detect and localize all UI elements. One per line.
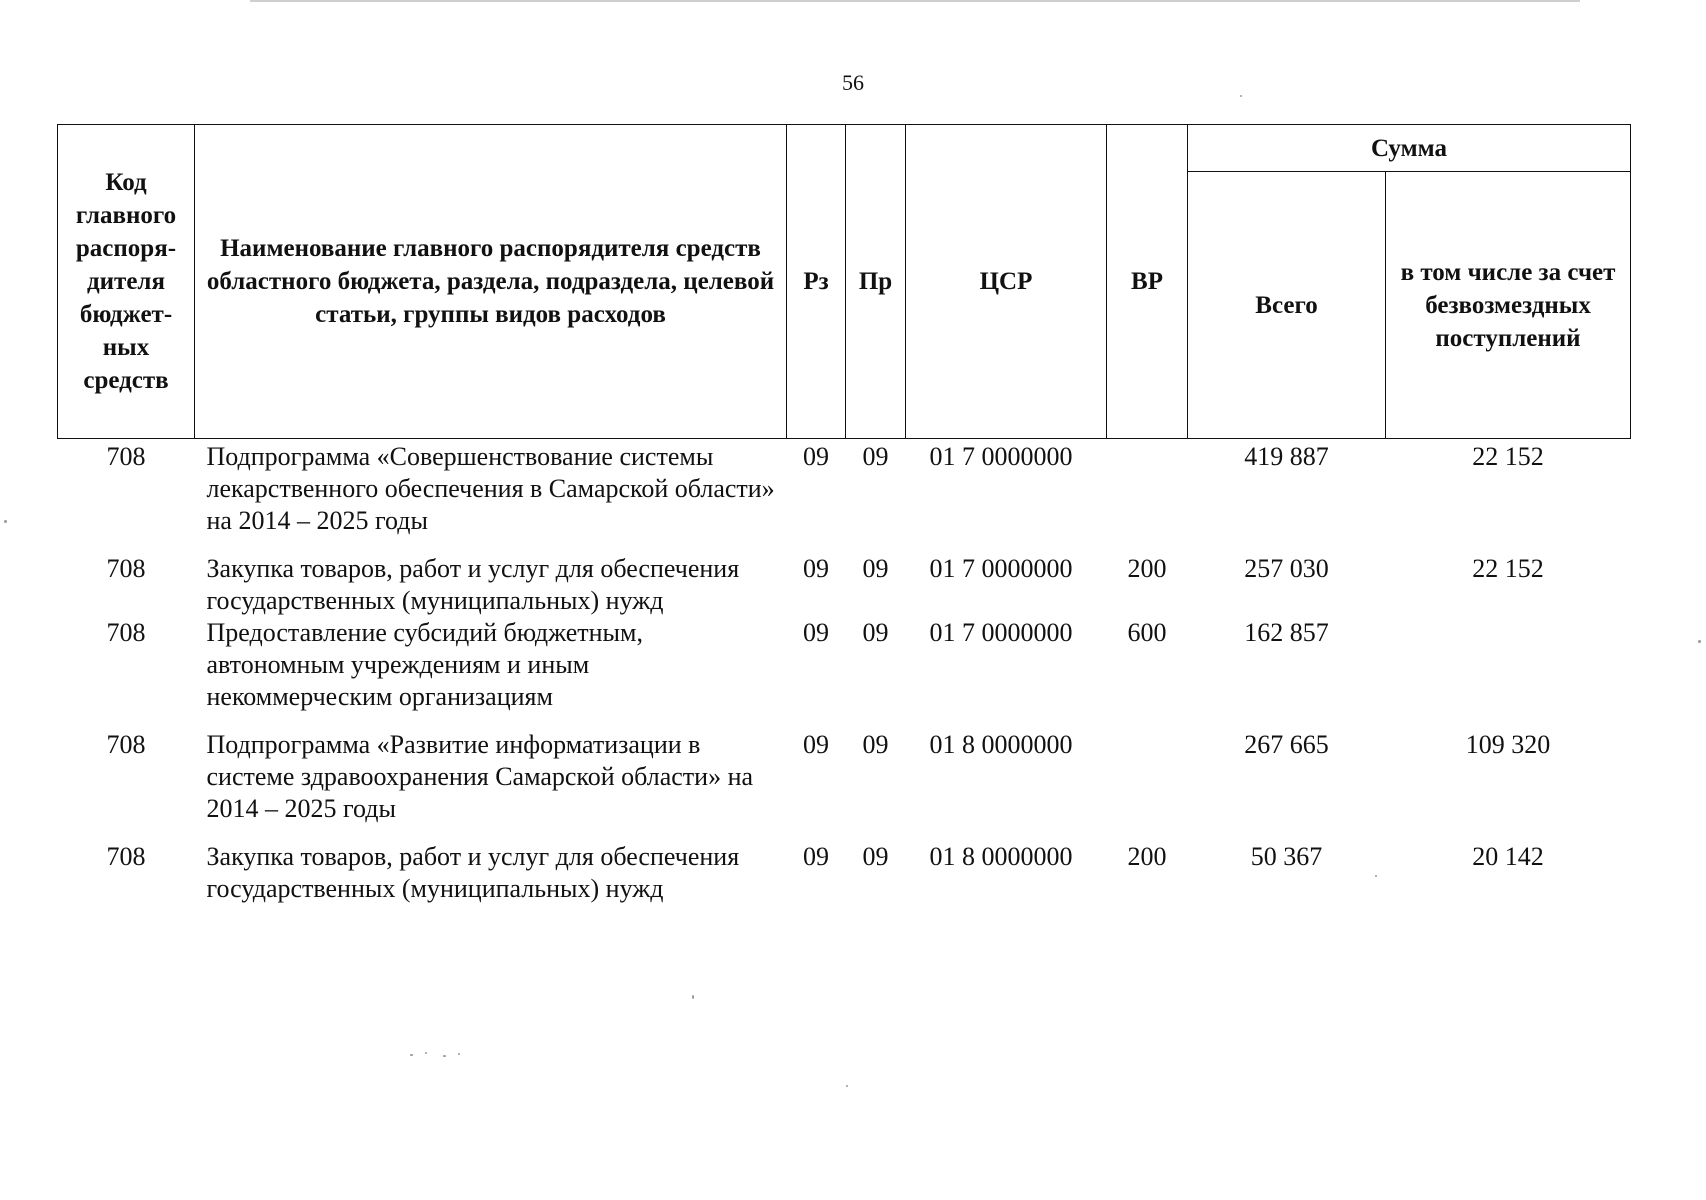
cell-total: 162 857 bbox=[1244, 618, 1329, 647]
cell-rz: 09 bbox=[803, 618, 829, 647]
scan-speck bbox=[425, 1052, 427, 1054]
header-total: Всего bbox=[1188, 172, 1386, 439]
cell-csr: 01 8 0000000 bbox=[929, 730, 1073, 759]
scan-speck bbox=[1375, 875, 1377, 877]
cell-grant: 109 320 bbox=[1465, 730, 1551, 759]
cell-vr: 200 bbox=[1127, 554, 1167, 583]
scan-speck bbox=[410, 1054, 413, 1056]
cell-total: 50 367 bbox=[1250, 842, 1323, 871]
header-grant: в том числе за счет безвозмездных поступлений bbox=[1386, 172, 1631, 439]
cell-name: Закупка товаров, работ и услуг для обеспечения государственных (муниципальных) нужд bbox=[206, 554, 740, 615]
cell-total: 267 665 bbox=[1244, 730, 1329, 759]
cell-name: Предоставление субсидий бюджетным, автономным учреждениям и иным некоммерческим организациям bbox=[206, 618, 643, 711]
cell-rz: 09 bbox=[803, 842, 829, 871]
cell-vr bbox=[1107, 729, 1188, 841]
cell-grant: 20 142 bbox=[1472, 842, 1544, 871]
scan-speck bbox=[846, 1085, 848, 1087]
page-number: 56 bbox=[842, 70, 864, 95]
cell-name: Подпрограмма «Совершенствование системы лекарственного обеспечения в Самарской области» на 2014 – 2025 годы bbox=[206, 442, 775, 535]
header-code: Код главного распоря-дителя бюджет-ных средств bbox=[58, 125, 195, 439]
table-row bbox=[58, 553, 1631, 617]
header-sum: Сумма bbox=[1188, 125, 1631, 172]
scan-speck bbox=[1698, 640, 1701, 643]
cell-csr: 01 8 0000000 bbox=[929, 842, 1073, 871]
cell-code: 708 bbox=[106, 730, 146, 759]
cell-pr: 09 bbox=[862, 554, 889, 583]
cell-code: 708 bbox=[106, 554, 146, 583]
cell-code: 708 bbox=[106, 618, 146, 647]
header-name: Наименование главного распорядителя средств областного бюджета, раздела, подраздела, целевой статьи, группы видов расходов bbox=[195, 125, 787, 439]
cell-vr: 200 bbox=[1127, 842, 1167, 871]
cell-rz: 09 bbox=[803, 442, 829, 471]
table-row bbox=[58, 841, 1631, 905]
scan-top-rule bbox=[250, 0, 1580, 2]
cell-code: 708 bbox=[106, 842, 146, 871]
cell-pr: 09 bbox=[862, 442, 889, 471]
header-pr: Пр bbox=[846, 125, 906, 439]
table-row bbox=[58, 439, 1631, 554]
cell-vr bbox=[1107, 439, 1188, 554]
budget-table bbox=[57, 124, 1631, 905]
header-csr: ЦСР bbox=[906, 125, 1107, 439]
cell-csr: 01 7 0000000 bbox=[929, 554, 1073, 583]
cell-name: Подпрограмма «Развитие информатизации в системе здравоохранения Самарской области» на 2014 – 2025 годы bbox=[206, 730, 754, 823]
cell-grant: 22 152 bbox=[1472, 554, 1544, 583]
cell-rz: 09 bbox=[803, 554, 829, 583]
cell-grant bbox=[1386, 617, 1631, 729]
header-rz: Рз bbox=[787, 125, 846, 439]
scan-speck bbox=[692, 995, 694, 999]
cell-csr: 01 7 0000000 bbox=[929, 442, 1073, 471]
cell-csr: 01 7 0000000 bbox=[929, 618, 1073, 647]
cell-grant: 22 152 bbox=[1472, 442, 1544, 471]
scan-speck bbox=[443, 1055, 446, 1057]
cell-name: Закупка товаров, работ и услуг для обеспечения государственных (муниципальных) нужд bbox=[206, 842, 740, 903]
table-row bbox=[58, 729, 1631, 841]
cell-pr: 09 bbox=[862, 842, 889, 871]
cell-total: 419 887 bbox=[1244, 442, 1329, 471]
cell-pr: 09 bbox=[862, 730, 889, 759]
cell-rz: 09 bbox=[803, 730, 829, 759]
cell-vr: 600 bbox=[1127, 618, 1167, 647]
scan-speck bbox=[4, 520, 7, 523]
scan-speck bbox=[1240, 95, 1242, 97]
header-vr: ВР bbox=[1107, 125, 1188, 439]
scan-speck bbox=[458, 1053, 460, 1055]
cell-code: 708 bbox=[106, 442, 146, 471]
table-row bbox=[58, 617, 1631, 729]
cell-pr: 09 bbox=[862, 618, 889, 647]
cell-total: 257 030 bbox=[1244, 554, 1329, 583]
